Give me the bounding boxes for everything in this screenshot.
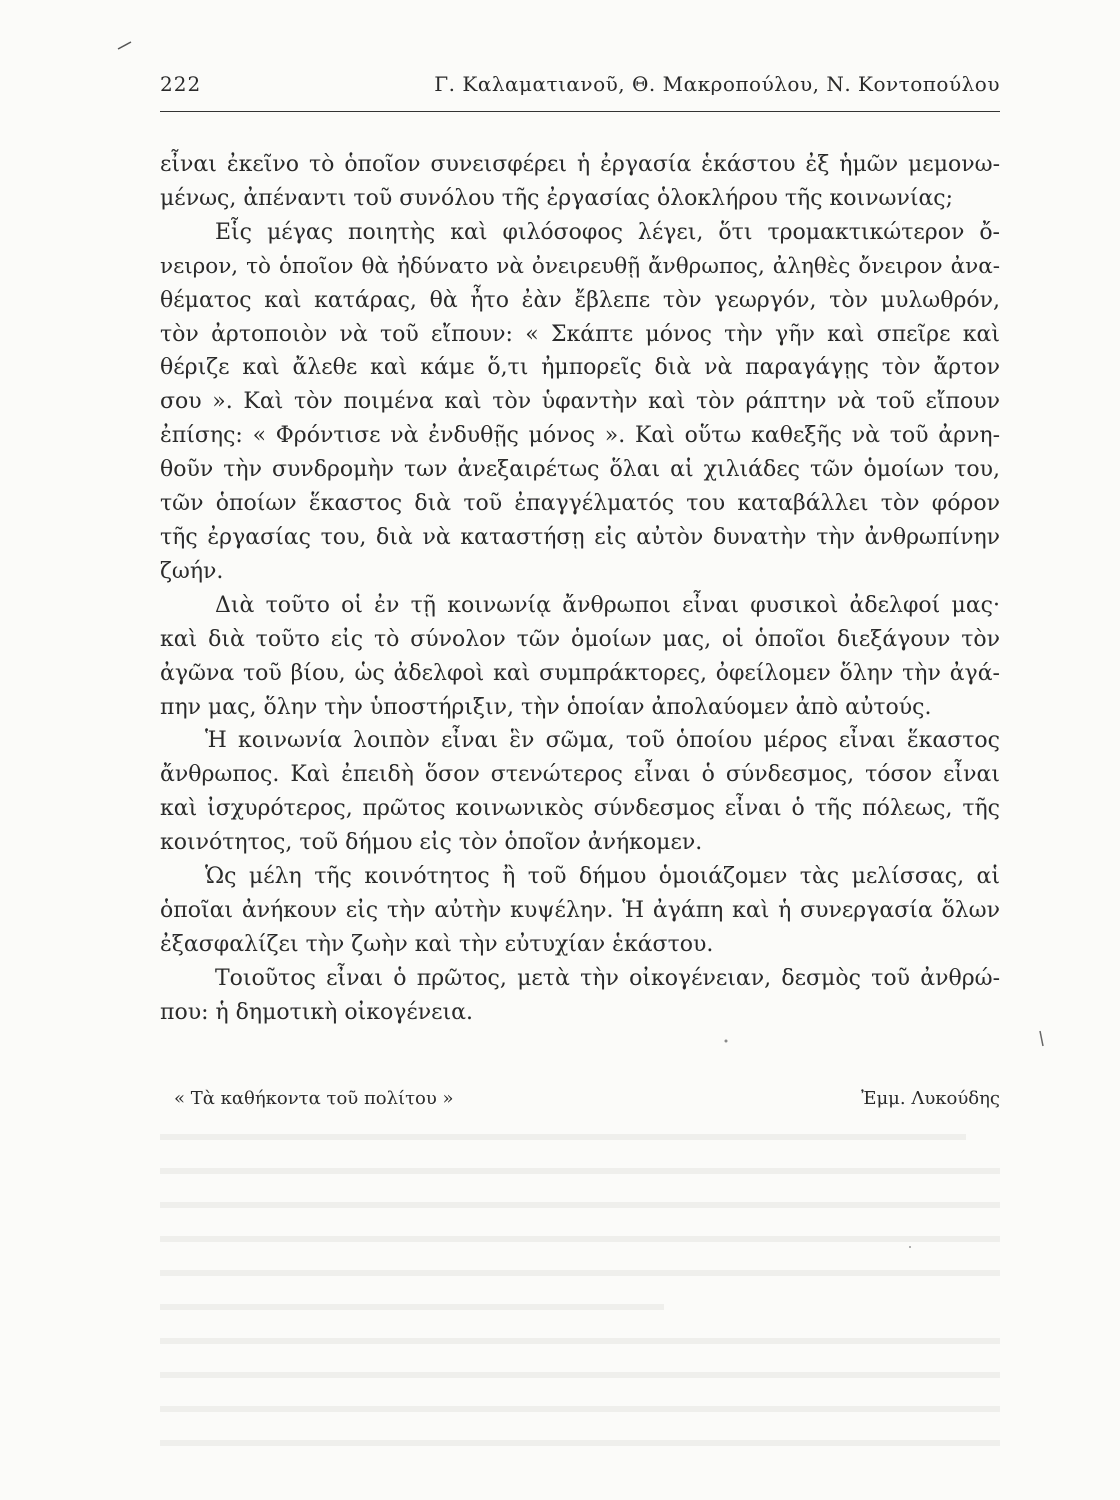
- text-line: θέματος καὶ κατάρας, θὰ ἦτο ἐὰν ἔβλεπε τὸν γεωργόν, τὸν μυλωθρόν,: [160, 287, 1000, 313]
- text-line: ζωήν.: [160, 558, 224, 584]
- text-line: ἐπίσης: « Φρόντισε νὰ ἐνδυθῇς μόνος ». Καὶ οὕτω καθεξῆς νὰ τοῦ ἀρνη-: [160, 423, 1000, 449]
- text-line: που: ἡ δημοτικὴ οἰκογένεια.: [160, 999, 474, 1025]
- text-line: πην μας, ὅλην τὴν ὑποστήριξιν, τὴν ὁποίαν ἀπολαύομεν ἀπὸ αὐτούς.: [160, 694, 932, 720]
- text-line: μένως, ἀπέναντι τοῦ συνόλου τῆς ἐργασίας ὁλοκλήρου τῆς κοινωνίας;: [160, 185, 954, 211]
- author-name: Ἐμμ. Λυκούδης: [861, 1088, 1000, 1109]
- text-line: τῶν ὁποίων ἕκαστος διὰ τοῦ ἐπαγγέλματός του καταβάλλει τὸν φόρον: [160, 491, 1000, 517]
- text-line: ὁποῖαι ἀνήκουν εἰς τὴν αὐτὴν κυψέλην. Ἡ ἀγάπη καὶ ἡ συνεργασία ὅλων: [160, 897, 1000, 923]
- text-line: νειρον, τὸ ὁποῖον θὰ ἠδύνατο νὰ ὀνειρευθῇ ἄνθρωπος, ἀληθὲς ὄνειρον ἀνα-: [160, 253, 1000, 279]
- text-line: ἐξασφαλίζει τὴν ζωὴν καὶ τὴν εὐτυχίαν ἑκάστου.: [160, 931, 714, 957]
- text-line: τῆς ἐργασίας του, διὰ νὰ καταστήσῃ εἰς αὐτὸν δυνατὴν τὴν ἀνθρωπίνην: [160, 524, 1000, 550]
- text-line: Διὰ τοῦτο οἱ ἐν τῇ κοινωνίᾳ ἄνθρωποι εἶναι φυσικοὶ ἀδελφοί μας·: [215, 592, 1000, 618]
- text-line: εἶναι ἐκεῖνο τὸ ὁποῖον συνεισφέρει ἡ ἐργασία ἑκάστου ἐξ ἡμῶν μεμονω-: [160, 152, 1000, 177]
- text-line: τὸν ἀρτοποιὸν νὰ τοῦ εἴπουν: « Σκάπτε μόνος τὴν γῆν καὶ σπεῖρε καὶ: [160, 321, 1000, 347]
- text-line: Ἡ κοινωνία λοιπὸν εἶναι ἓν σῶμα, τοῦ ὁποίου μέρος εἶναι ἕκαστος: [205, 728, 1000, 754]
- text-line: σου ». Καὶ τὸν ποιμένα καὶ τὸν ὑφαντὴν καὶ τὸν ράπτην νὰ τοῦ εἴπουν: [160, 389, 1000, 415]
- running-head: Γ. Καλαματιανοῦ, Θ. Μακροπούλου, Ν. Κοντοπούλου: [434, 72, 1000, 96]
- text-line: ἀγῶνα τοῦ βίου, ὡς ἀδελφοὶ καὶ συμπράκτορες, ὀφείλομεν ὅλην τὴν ἀγά-: [160, 660, 1000, 686]
- text-line: καὶ διὰ τοῦτο εἰς τὸ σύνολον τῶν ὁμοίων μας, οἱ ὁποῖοι διεξάγουν τὸν: [160, 626, 1000, 652]
- page-number: 222: [160, 72, 202, 96]
- text-line: ἄνθρωπος. Καὶ ἐπειδὴ ὅσον στενώτερος εἶναι ὁ σύνδεσμος, τόσον εἶναι: [160, 762, 1000, 788]
- text-line: θέριζε καὶ ἄλεθε καὶ κάμε ὅ,τι ἠμπορεῖς διὰ νὰ παραγάγῃς τὸν ἄρτον: [160, 355, 1000, 381]
- text-line: Τοιοῦτος εἶναι ὁ πρῶτος, μετὰ τὴν οἰκογένειαν, δεσμὸς τοῦ ἀνθρώ-: [215, 965, 1000, 991]
- text-line: Εἷς μέγας ποιητὴς καὶ φιλόσοφος λέγει, ὅτι τρομακτικώτερον ὄ-: [215, 219, 1000, 245]
- source-citation: « Τὰ καθήκοντα τοῦ πολίτου »: [174, 1088, 454, 1109]
- text-line: καὶ ἰσχυρότερος, πρῶτος κοινωνικὸς σύνδεσμος εἶναι ὁ τῆς πόλεως, τῆς: [160, 796, 1000, 822]
- text-line: κοινότητος, τοῦ δήμου εἰς τὸν ὁποῖον ἀνήκομεν.: [160, 830, 703, 856]
- text-line: Ὡς μέλη τῆς κοινότητος ἢ τοῦ δήμου ὁμοιάζομεν τὰς μελίσσας, αἱ: [205, 864, 1000, 890]
- text-line: θοῦν τὴν συνδρομὴν των ἀνεξαιρέτως ὅλαι αἱ χιλιάδες τῶν ὁμοίων του,: [160, 457, 1000, 483]
